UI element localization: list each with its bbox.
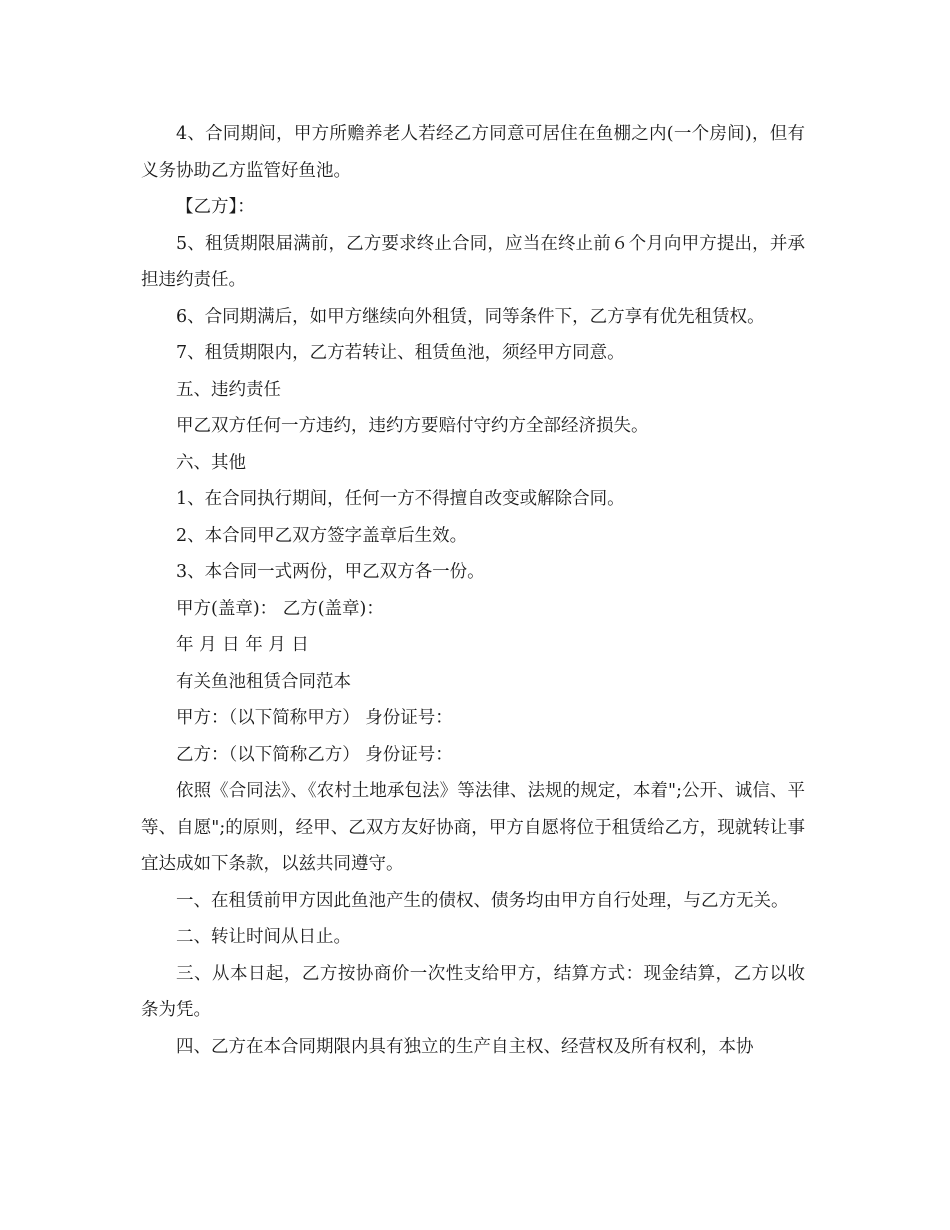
other-item-1: 1、在合同执行期间，任何一方不得擅自改变或解除合同。 <box>176 489 625 509</box>
template-title: 有关鱼池租赁合同范本 <box>176 671 351 692</box>
clause-4-paragraph: 4、合同期间，甲方所赡养老人若经乙方同意可居住在鱼棚之内(一个房间)，但有义务协助乙方监管好鱼池。 <box>141 124 805 181</box>
section-breach-heading: 五、违约责任 <box>176 379 281 400</box>
clause-5-paragraph: 5、租赁期限届满前，乙方要求终止合同，应当在终止前６个月向甲方提出，并承担违约责任。 <box>141 233 805 290</box>
section-other-heading: 六、其他 <box>176 452 246 473</box>
breach-paragraph: 甲乙双方任何一方违约，违约方要赔付守约方全部经济损失。 <box>176 416 649 436</box>
article-2-paragraph: 二、转让时间从日止。 <box>176 927 351 947</box>
signature-line: 甲方(盖章)： 乙方(盖章)： <box>176 598 384 619</box>
party-b-heading: 【乙方】： <box>176 197 255 217</box>
clause-7-paragraph: 7、租赁期限内，乙方若转让、租赁鱼池，须经甲方同意。 <box>176 343 625 363</box>
date-line: 年 月 日 年 月 日 <box>176 635 309 655</box>
party-b-line: 乙方：（以下简称乙方） 身份证号： <box>176 744 453 765</box>
article-1-paragraph: 一、在租赁前甲方因此鱼池产生的债权、债务均由甲方自行处理，与乙方无关。 <box>176 890 789 911</box>
clause-6-paragraph: 6、合同期满后，如甲方继续向外租赁，同等条件下，乙方享有优先租赁权。 <box>176 306 765 327</box>
article-4-paragraph: 四、乙方在本合同期限内具有独立的生产自主权、经营权及所有权利，本协 <box>176 1036 754 1057</box>
preamble-paragraph: 依照《合同法》、《农村土地承包法》等法律、法规的规定，本着";公开、诚信、平等、自愿";的原则，经甲、乙双方友好协商，甲方自愿将位于租赁给乙方，现就转让事宜达成如下条款，以兹共同遵守。 <box>141 781 805 874</box>
article-3-paragraph: 三、从本日起，乙方按协商价一次性支给甲方，结算方式：现金结算，乙方以收条为凭。 <box>141 963 805 1020</box>
other-item-3: 3、本合同一式两份，甲乙双方各一份。 <box>176 562 485 582</box>
document-body <box>141 116 805 1065</box>
party-a-line: 甲方：（以下简称甲方） 身份证号： <box>176 708 453 728</box>
other-item-2: 2、本合同甲乙双方签字盖章后生效。 <box>176 525 468 546</box>
